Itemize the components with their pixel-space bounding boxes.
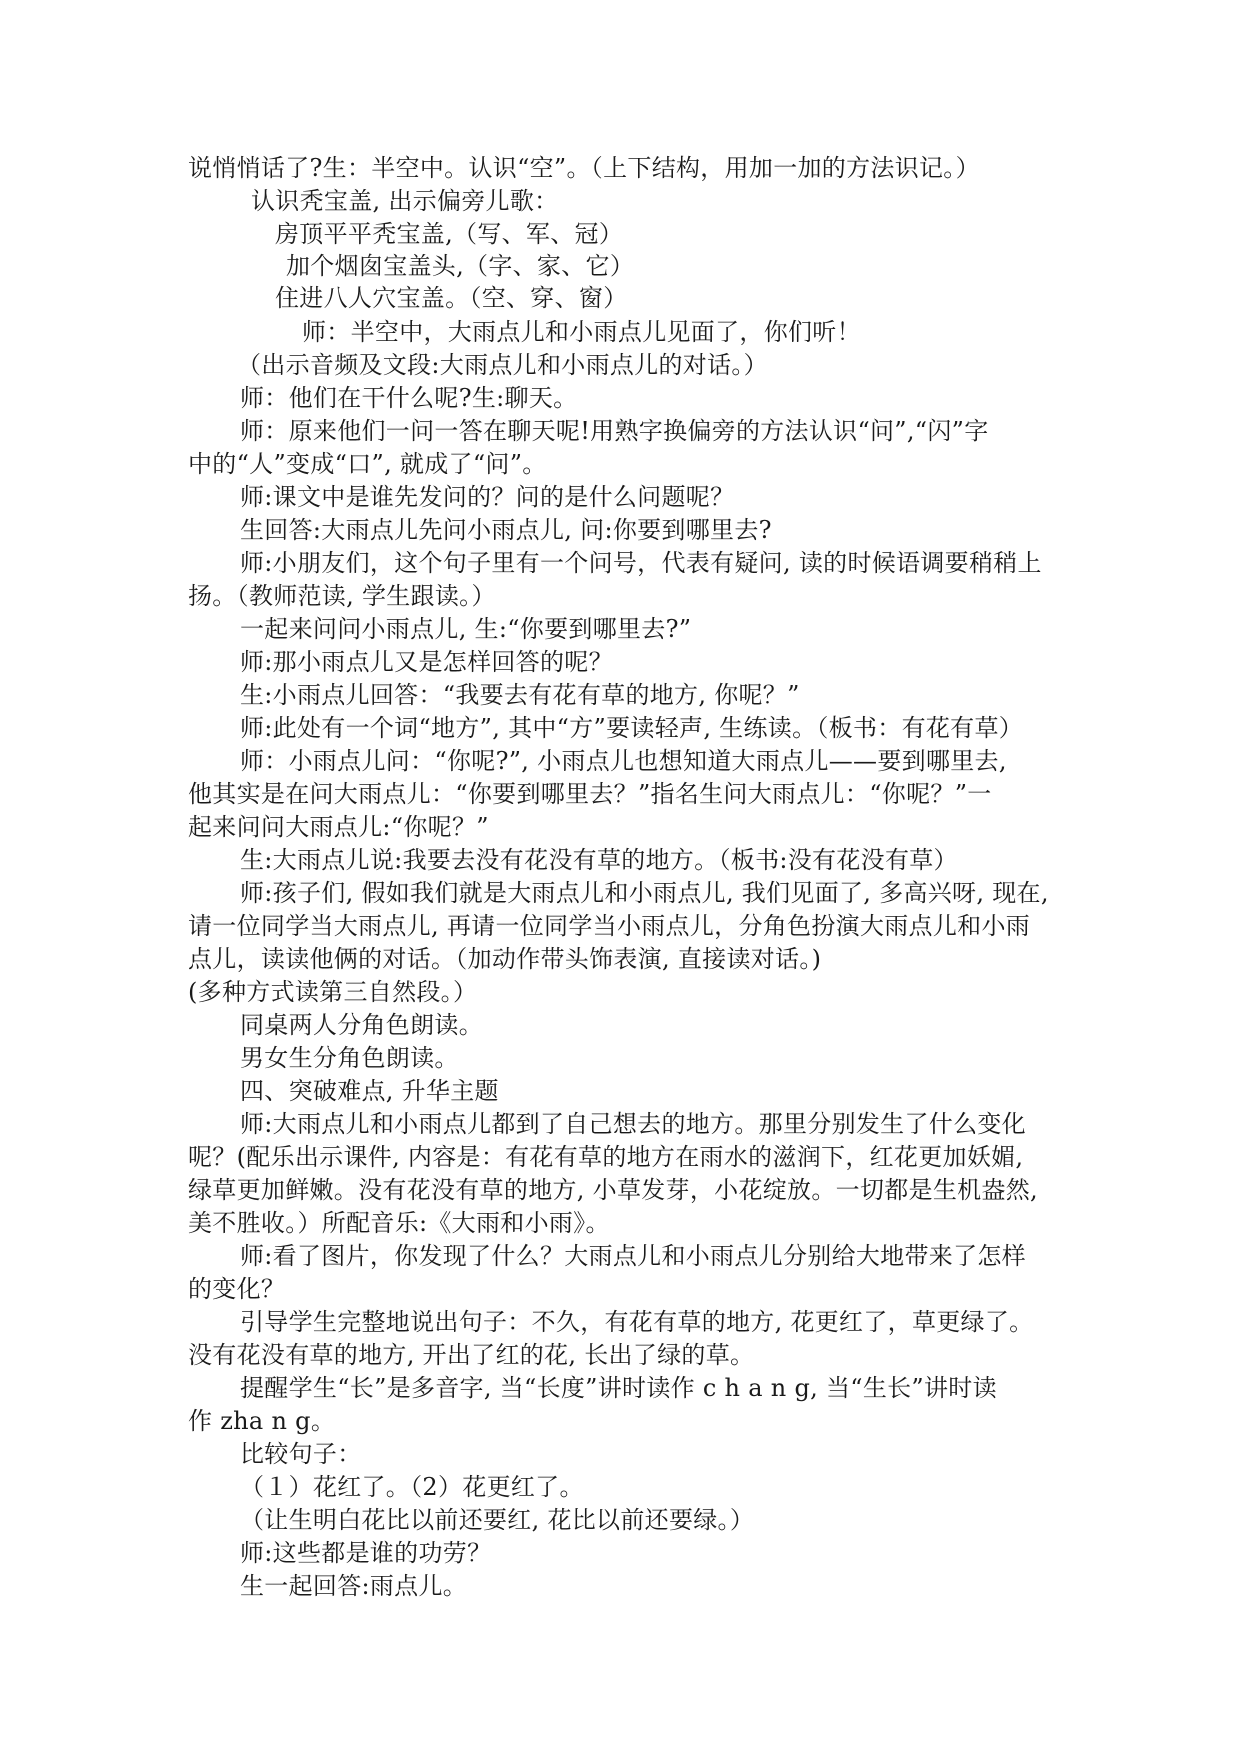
- text-line: 师:课文中是谁先发问的？问的是什么问题呢？: [240, 483, 735, 511]
- text-line: 师:大雨点儿和小雨点儿都到了自己想去的地方。那里分别发生了什么变化: [240, 1110, 1026, 1138]
- text-line: 师：原来他们一问一答在聊天呢!用熟字换偏旁的方法认识“问”,“闪”字: [240, 417, 989, 445]
- text-line: 加个烟囱宝盖头,（字、家、它）: [286, 252, 635, 280]
- text-line: 师:那小雨点儿又是怎样回答的呢？: [240, 648, 613, 676]
- text-line: 师:看了图片，你发现了什么？大雨点儿和小雨点儿分别给大地带来了怎样: [240, 1242, 1026, 1270]
- text-line: 师:这些都是谁的功劳？: [240, 1539, 492, 1567]
- text-line: 男女生分角色朗读。: [240, 1044, 459, 1072]
- text-line: （１）花红了。（2）花更红了。: [240, 1473, 584, 1501]
- text-line: （出示音频及文段:大雨点儿和小雨点儿的对话。）: [237, 351, 768, 379]
- text-line: 生回答:大雨点儿先问小雨点儿, 问:你要到哪里去?: [240, 516, 772, 544]
- text-line: 师:小朋友们，这个句子里有一个问号，代表有疑问, 读的时候语调要稍稍上: [240, 549, 1042, 577]
- text-line: 没有花没有草的地方, 开出了红的花, 长出了绿的草。: [188, 1341, 755, 1369]
- text-line: 比较句子：: [240, 1440, 362, 1468]
- text-line: 的变化？: [188, 1275, 286, 1303]
- text-line: 说悄悄话了?生：半空中。认识“空”。（上下结构，用加一加的方法识记。）: [188, 154, 980, 182]
- text-line: 点儿，读读他俩的对话。（加动作带头饰表演, 直接读对话。): [188, 945, 822, 973]
- text-line: 提醒学生“长”是多音字, 当“长度”讲时读作 c h a n g, 当“生长”讲时读: [240, 1374, 997, 1402]
- text-line: 绿草更加鲜嫩。没有花没有草的地方, 小草发芽，小花绽放。一切都是生机盎然,: [188, 1176, 1038, 1204]
- text-line: 同桌两人分角色朗读。: [240, 1011, 483, 1039]
- text-line: 师：半空中，大雨点儿和小雨点儿见面了，你们听！: [302, 318, 861, 346]
- text-line: 呢？(配乐出示课件, 内容是：有花有草的地方在雨水的滋润下，红花更加妖媚,: [188, 1143, 1024, 1171]
- text-line: 中的“人”变成“口”, 就成了“问”。: [188, 450, 547, 478]
- text-line: 作 zha n g。: [188, 1407, 336, 1435]
- text-line: 生:大雨点儿说:我要去没有花没有草的地方。（板书:没有花没有草）: [240, 846, 958, 874]
- text-line: 一起来问问小雨点儿, 生:“你要到哪里去?”: [240, 615, 692, 643]
- text-line: (多种方式读第三自然段。）: [188, 978, 478, 1006]
- text-line: 师：小雨点儿问：“你呢?”, 小雨点儿也想知道大雨点儿——要到哪里去,: [240, 747, 1007, 775]
- text-line: 师：他们在干什么呢?生:聊天。: [240, 384, 578, 412]
- text-line: 起来问问大雨点儿:“你呢？”: [188, 813, 489, 841]
- text-line: 师:孩子们, 假如我们就是大雨点儿和小雨点儿, 我们见面了, 多高兴呀, 现在,: [240, 879, 1049, 907]
- text-line: （让生明白花比以前还要红, 花比以前还要绿。）: [240, 1506, 755, 1534]
- text-line: 住进八人穴宝盖。（空、穿、窗）: [275, 284, 628, 312]
- text-line: 生一起回答:雨点儿。: [240, 1572, 468, 1600]
- section-heading: 四、突破难点, 升华主题: [240, 1077, 499, 1105]
- text-line: 他其实是在问大雨点儿：“你要到哪里去？”指名生问大雨点儿：“你呢？”一: [188, 780, 992, 808]
- text-line: 美不胜收。）所配音乐:《大雨和小雨》。: [188, 1209, 610, 1237]
- text-line: 认识秃宝盖, 出示偏旁儿歌：: [251, 187, 559, 215]
- text-line: 引导学生完整地说出句子：不久，有花有草的地方, 花更红了，草更绿了。: [240, 1308, 1034, 1336]
- text-line: 房顶平平秃宝盖,（写、军、冠）: [275, 220, 624, 248]
- text-line: 生:小雨点儿回答：“我要去有花有草的地方, 你呢？”: [240, 681, 800, 709]
- text-line: 请一位同学当大雨点儿, 再请一位同学当小雨点儿，分角色扮演大雨点儿和小雨: [188, 912, 1031, 940]
- text-line: 扬。（教师范读, 学生跟读。）: [188, 582, 496, 610]
- text-line: 师:此处有一个词“地方”, 其中“方”要读轻声, 生练读。（板书：有花有草）: [240, 714, 1024, 742]
